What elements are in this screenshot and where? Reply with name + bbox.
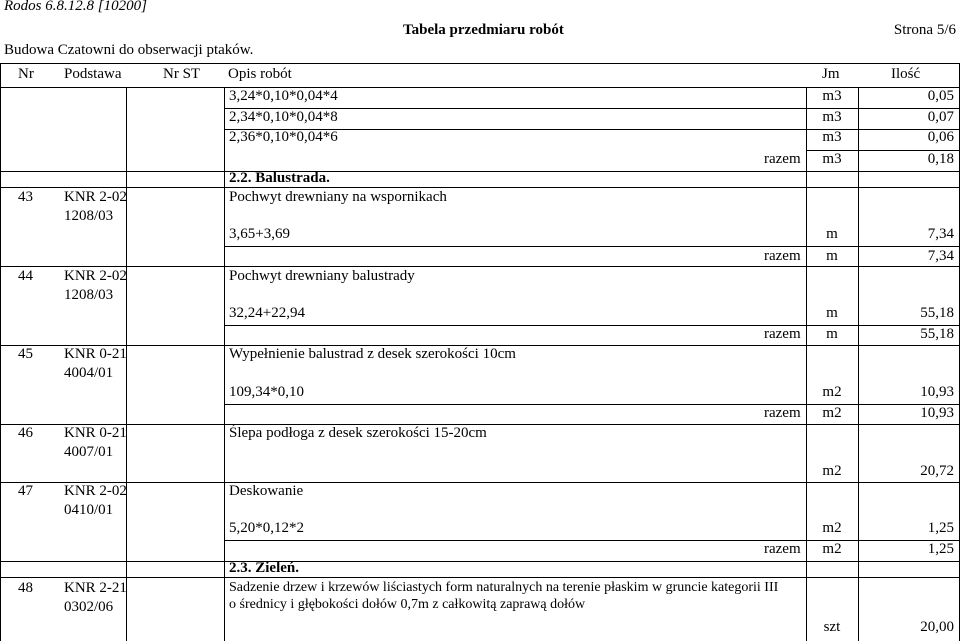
qty-cell: 1,25 [927,520,954,536]
item-nr: 43 [18,189,33,205]
jm-cell: m2 [822,520,842,536]
table-left-border [0,63,1,641]
sum-label: razem [764,151,801,167]
item-basis: KNR 2-21 [64,580,127,596]
calc-line: 2,34*0,10*0,04*8 [229,109,338,125]
jm-cell: m [826,305,838,321]
col-header-ilosc: Ilość [891,66,921,82]
project-name: Budowa Czatowni do obserwacji ptaków. [4,42,254,58]
item-nr: 47 [18,483,33,499]
qty-cell: 10,93 [920,405,954,421]
item-basis-code: 0410/01 [64,502,114,518]
item-basis-code: 1208/03 [64,208,114,224]
document-title: Tabela przedmiaru robót [403,22,564,38]
item-description: Wypełnienie balustrad z desek szerokości 10cm [229,346,516,362]
row-border [0,171,960,172]
jm-cell: m3 [822,88,842,104]
item-basis: KNR 0-21 [64,346,127,362]
jm-cell: m [826,248,838,264]
qty-cell: 1,25 [927,541,954,557]
row-border [0,187,960,188]
row-border [0,482,960,483]
section-heading: 2.3. Zieleń. [229,560,299,576]
col-header-opis: Opis robót [228,66,292,82]
item-nr: 44 [18,268,33,284]
qty-cell: 20,00 [920,619,954,635]
col-header-jm: Jm [822,66,840,82]
qty-cell: 7,34 [927,248,954,264]
item-basis: KNR 2-02 [64,483,127,499]
qty-cell: 55,18 [920,326,954,342]
item-description: Pochwyt drewniany balustrady [229,268,415,284]
qty-cell: 0,18 [927,151,954,167]
sum-border [806,150,960,151]
qty-cell: 10,93 [920,384,954,400]
row-border [224,246,960,247]
calc-line: 3,24*0,10*0,04*4 [229,88,338,104]
calc-line: 32,24+22,94 [229,305,305,321]
col-header-nr: Nr [18,66,34,82]
item-nr: 46 [18,425,33,441]
qty-cell: 0,07 [927,109,954,125]
qty-cell: 7,34 [927,226,954,242]
item-basis: KNR 2-02 [64,268,127,284]
item-basis: KNR 2-02 [64,189,127,205]
sum-label: razem [764,326,801,342]
col-header-nr-st: Nr ST [163,66,201,82]
col-header-podstawa: Podstawa [64,66,122,82]
item-nr: 45 [18,346,33,362]
jm-cell: m3 [822,151,842,167]
calc-line: 3,65+3,69 [229,226,290,242]
jm-cell: m [826,326,838,342]
jm-cell: m3 [822,129,842,145]
item-description: Pochwyt drewniany na wspornikach [229,189,447,205]
item-nr: 48 [18,580,33,596]
jm-cell: m3 [822,109,842,125]
row-border [0,561,960,562]
item-basis-code: 1208/03 [64,287,114,303]
item-description: Ślepa podłoga z desek szerokości 15-20cm [229,425,487,441]
qty-cell: 0,06 [927,129,954,145]
item-basis-code: 0302/06 [64,599,114,615]
jm-cell: m2 [822,405,842,421]
sum-label: razem [764,405,801,421]
row-border [0,577,960,578]
row-border [0,266,960,267]
item-description-cont: o średnicy i głębokości dołów 0,7m z całkowitą zaprawą dołów [229,597,586,612]
item-description: Sadzenie drzew i krzewów liściastych form naturalnych na terenie płaskim w gruncie kategorii III [229,580,779,595]
item-basis-code: 4004/01 [64,365,114,381]
calc-line: 2,36*0,10*0,04*6 [229,129,338,145]
qty-cell: 20,72 [920,463,954,479]
jm-cell: m2 [822,541,842,557]
calc-line: 5,20*0,12*2 [229,520,304,536]
calc-line: 109,34*0,10 [229,384,304,400]
jm-cell: szt [823,619,841,635]
jm-cell: m2 [822,463,842,479]
section-heading: 2.2. Balustrada. [229,170,330,186]
item-basis: KNR 0-21 [64,425,127,441]
qty-cell: 55,18 [920,305,954,321]
jm-cell: m2 [822,384,842,400]
item-description: Deskowanie [229,483,304,499]
sum-label: razem [764,541,801,557]
item-basis-code: 4007/01 [64,444,114,460]
sum-label: razem [764,248,801,264]
page-number: Strona 5/6 [893,22,956,38]
jm-cell: m [826,226,838,242]
qty-cell: 0,05 [927,88,954,104]
table-top-border [0,63,960,64]
app-version: Rodos 6.8.12.8 [10200] [4,0,147,14]
